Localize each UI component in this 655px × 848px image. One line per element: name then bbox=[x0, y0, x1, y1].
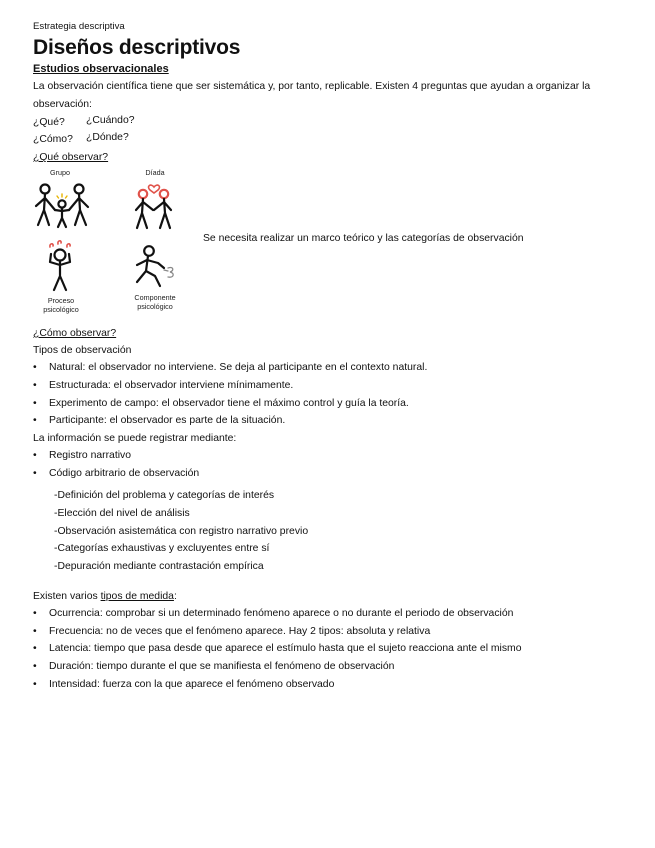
figure-label-diada: Díada bbox=[145, 168, 165, 177]
list-item: -Categorías exhaustivas y excluyentes entre sí bbox=[54, 543, 270, 554]
measures-intro bbox=[33, 590, 177, 603]
record-title: La información se puede registrar mediante: bbox=[33, 433, 237, 444]
list-item: -Elección del nivel de análisis bbox=[54, 508, 190, 519]
list-item: Frecuencia: no de veces que el fenómeno aparece. Hay 2 tipos: absoluta y relativa bbox=[49, 626, 431, 637]
bullet: • bbox=[33, 380, 37, 391]
kicker: Estrategia descriptiva bbox=[33, 21, 125, 32]
bullet: • bbox=[33, 415, 37, 426]
list-item: -Definición del problema y categorías de interés bbox=[54, 490, 275, 501]
types-title: Tipos de observación bbox=[33, 345, 132, 356]
bullet: • bbox=[33, 362, 37, 373]
question-donde: ¿Dónde? bbox=[86, 132, 129, 143]
question-como: ¿Cómo? bbox=[33, 134, 73, 145]
psychological-component-icon bbox=[130, 244, 186, 290]
section-title-que-observar: ¿Qué observar? bbox=[33, 152, 109, 163]
figure-label-componente: Componente psicológico bbox=[134, 293, 176, 311]
question-que: ¿Qué? bbox=[33, 117, 65, 128]
figure-label-grupo: Grupo bbox=[50, 168, 70, 177]
list-item: Latencia: tiempo que pasa desde que aparece el estímulo hasta que el sujeto reacciona ante el mismo bbox=[49, 643, 522, 654]
list-item: Natural: el observador no interviene. Se deja al participante en el contexto natural. bbox=[49, 362, 428, 373]
list-item: Código arbitrario de observación bbox=[49, 468, 200, 479]
bullet: • bbox=[33, 626, 37, 637]
bullet: • bbox=[33, 661, 37, 672]
list-item: Ocurrencia: comprobar si un determinado fenómeno aparece o no durante el periodo de observación bbox=[49, 608, 514, 619]
section-title-como-observar: ¿Cómo observar? bbox=[33, 328, 117, 339]
psychological-process-icon bbox=[42, 240, 78, 294]
list-item: Participante: el observador es parte de la situación. bbox=[49, 415, 286, 426]
measures-intro-suffix: : bbox=[173, 591, 177, 602]
list-item: -Depuración mediante contrastación empírica bbox=[54, 561, 264, 572]
bullet: • bbox=[33, 450, 37, 461]
group-figures-icon bbox=[33, 180, 91, 232]
question-cuando: ¿Cuándo? bbox=[86, 115, 135, 126]
list-item: Intensidad: fuerza con la que aparece el fenómeno observado bbox=[49, 679, 335, 690]
bullet: • bbox=[33, 398, 37, 409]
list-item: Registro narrativo bbox=[49, 450, 132, 461]
intro-line-2: observación: bbox=[33, 99, 92, 110]
measures-intro-link: tipos de medida bbox=[100, 591, 174, 602]
dyad-figures-icon bbox=[131, 178, 177, 232]
section-title-estudios: Estudios observacionales bbox=[33, 63, 169, 75]
list-item: Experimento de campo: el observador tiene el máximo control y guía la teoría. bbox=[49, 398, 409, 409]
bullet: • bbox=[33, 468, 37, 479]
bullet: • bbox=[33, 643, 37, 654]
figure-label-proceso: Proceso psicológico bbox=[43, 296, 79, 314]
list-item: Estructurada: el observador interviene mínimamente. bbox=[49, 380, 294, 391]
intro-line-1: La observación científica tiene que ser sistemática y, por tanto, replicable. Existen 4 preguntas que ayudan a organizar la bbox=[33, 81, 591, 92]
bullet: • bbox=[33, 679, 37, 690]
bullet: • bbox=[33, 608, 37, 619]
framework-note: Se necesita realizar un marco teórico y las categorías de observación bbox=[203, 233, 524, 244]
measures-intro-prefix: Existen varios bbox=[33, 591, 101, 602]
list-item: Duración: tiempo durante el que se manifiesta el fenómeno de observación bbox=[49, 661, 395, 672]
page-title: Diseños descriptivos bbox=[33, 36, 241, 59]
list-item: -Observación asistemática con registro narrativo previo bbox=[54, 526, 309, 537]
